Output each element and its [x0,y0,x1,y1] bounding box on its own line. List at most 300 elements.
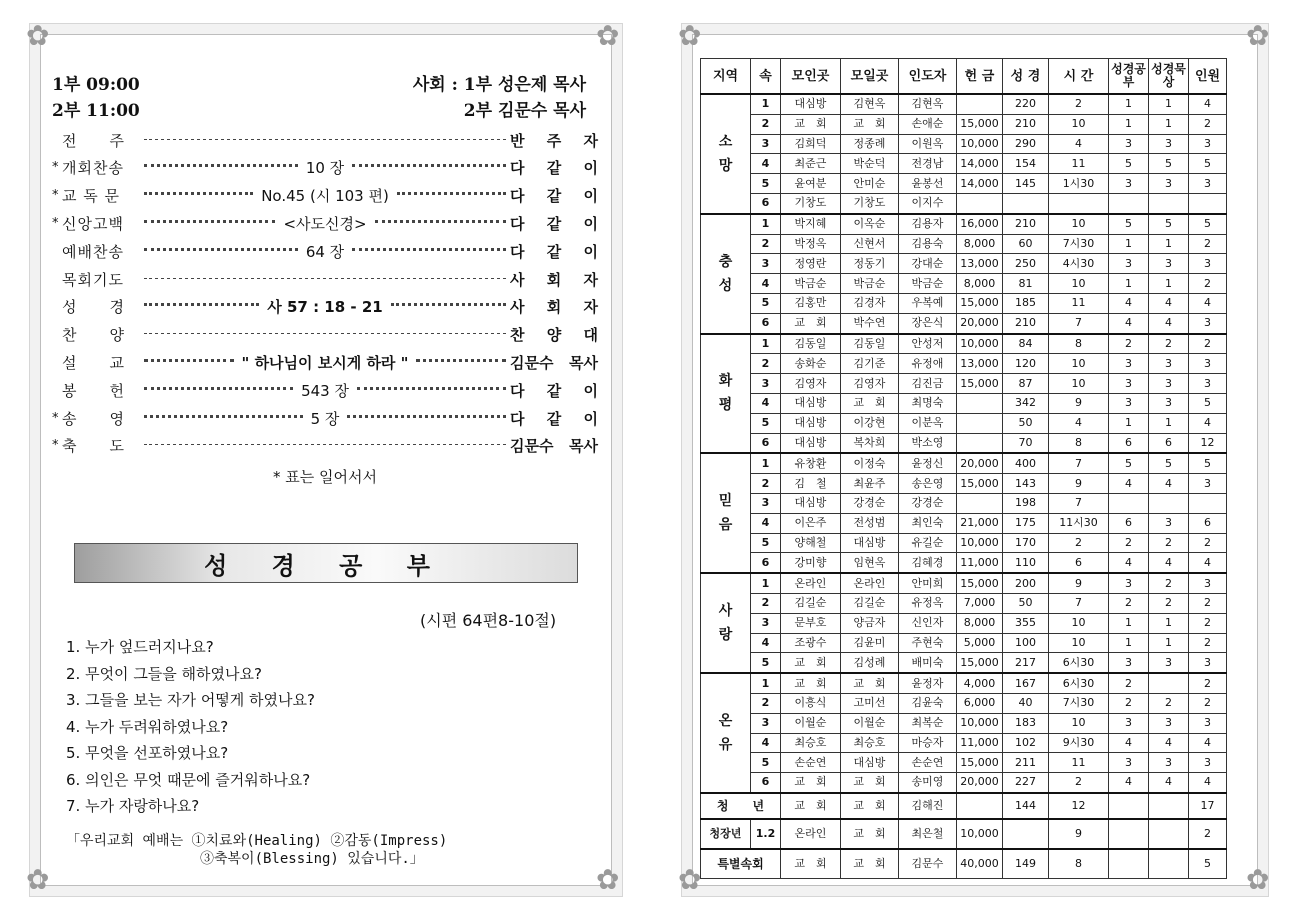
table-cell: 12 [1189,433,1227,453]
attendance-table [700,58,1227,879]
table-cell: 윤정자 [899,673,957,693]
table-cell: 290 [1003,134,1049,154]
study-reference: (시편 64편8-10절) [420,611,557,630]
table-cell: 14,000 [957,154,1003,174]
table-cell: 355 [1003,613,1049,633]
table-cell: 4 [1109,293,1149,313]
table-cell: 13,000 [957,354,1003,374]
table-cell: 183 [1003,713,1049,733]
table-cell: 교 회 [841,819,899,849]
table-cell: 최인숙 [899,513,957,533]
sok-cell: 2 [751,354,781,374]
service-time-2: 2부 11:00 [52,101,140,121]
table-cell: 11 [1049,154,1109,174]
table-row [701,474,1227,494]
table-cell [1189,193,1227,213]
order-content: 10 장 [305,159,345,178]
table-cell: 윤정신 [899,453,957,473]
table-cell: 3 [1149,393,1189,413]
table-cell: 9 [1049,474,1109,494]
table-cell [1109,793,1149,819]
order-row [52,404,598,432]
table-cell: 7 [1049,493,1109,513]
table-cell: 40,000 [957,849,1003,879]
table-cell: 교 회 [781,849,841,879]
leader-dots [391,303,506,306]
table-cell [1109,819,1149,849]
table-cell: 이원옥 [899,134,957,154]
sok-cell: 1 [751,673,781,693]
order-content: 543 장 [301,381,349,400]
table-cell: 3 [1149,374,1189,394]
table-cell: 1 [1109,633,1149,653]
table-cell: 최윤주 [841,474,899,494]
table-cell: 1 [1109,114,1149,134]
table-cell: 교 회 [841,793,899,819]
table-cell: 170 [1003,533,1049,553]
table-cell: 교 회 [841,773,899,793]
table-cell: 4 [1049,413,1109,433]
table-cell: 윤봉선 [899,174,957,194]
table-cell: 3 [1109,134,1149,154]
table-cell: 4 [1149,313,1189,333]
table-cell: 이흥식 [781,693,841,713]
table-cell: 김용자 [899,214,957,234]
table-row [701,753,1227,773]
table-cell: 50 [1003,413,1049,433]
table-cell: 7,000 [957,593,1003,613]
table-cell: 유길순 [899,533,957,553]
table-cell: 15,000 [957,474,1003,494]
table-row [701,114,1227,134]
table-cell: 교 회 [781,793,841,819]
sok-cell: 6 [751,193,781,213]
table-cell: 6시30 [1049,673,1109,693]
table-cell: 17 [1189,793,1227,819]
table-row [701,154,1227,174]
table-cell: 5 [1149,453,1189,473]
table-cell: 13,000 [957,254,1003,274]
table-cell: 박정옥 [781,234,841,254]
table-cell: 이지수 [899,193,957,213]
table-cell: 유창환 [781,453,841,473]
table-cell: 9 [1049,393,1109,413]
table-cell: 3 [1149,513,1189,533]
table-cell: 15,000 [957,374,1003,394]
table-header-cell: 성경공부 [1109,59,1149,95]
flower-icon: ✿ [596,863,620,896]
table-cell: 4 [1189,553,1227,573]
table-cell: 최복순 [899,713,957,733]
order-content: No.45 (시 103 편) [261,187,389,206]
region-cell: 믿 음 [701,453,751,573]
table-cell: 박지혜 [781,214,841,234]
order-middle [140,213,510,234]
table-cell: 대심방 [781,94,841,114]
table-cell: 211 [1003,753,1049,773]
table-cell: 김경자 [841,293,899,313]
table-cell: 배미숙 [899,653,957,673]
sok-cell: 4 [751,154,781,174]
order-label: 성 경 [62,298,125,317]
order-label: 전 주 [62,131,125,150]
leader-dots [144,278,506,279]
table-cell: 220 [1003,94,1049,114]
table-cell: 40 [1003,693,1049,713]
table-cell: 교 회 [781,653,841,673]
sok-cell: 2 [751,593,781,613]
order-middle [140,157,510,178]
sok-cell: 5 [751,413,781,433]
table-cell: 7시30 [1049,234,1109,254]
table-cell: 조광수 [781,633,841,653]
table-cell: 4 [1189,293,1227,313]
table-cell: 교 회 [841,673,899,693]
table-cell: 7 [1049,313,1109,333]
table-cell: 10 [1049,274,1109,294]
leader-dots [144,248,298,251]
table-cell: 5 [1189,214,1227,234]
table-row [701,174,1227,194]
order-middle [140,241,510,262]
table-cell: 2 [1189,593,1227,613]
table-cell: 김해진 [899,793,957,819]
table-cell: 박금순 [841,274,899,294]
table-cell [957,493,1003,513]
table-cell: 3 [1189,713,1227,733]
study-title: 성 경 공 부 [204,551,448,580]
table-cell: 217 [1003,653,1049,673]
order-leader: 다 같 이 [510,214,598,233]
table-cell: 1 [1149,613,1189,633]
table-cell: 4 [1189,733,1227,753]
sok-cell: 1 [751,214,781,234]
table-cell: 이정숙 [841,453,899,473]
order-leader: 다 같 이 [510,409,598,428]
sok-cell: 3 [751,254,781,274]
table-row [701,633,1227,653]
table-row [701,274,1227,294]
leader-dots [144,333,506,334]
study-question: 5. 무엇을 선포하였나요? [66,744,229,762]
table-cell: 2 [1189,673,1227,693]
table-cell: 김현옥 [841,94,899,114]
sok-cell: 5 [751,753,781,773]
table-cell: 김홍만 [781,293,841,313]
leader-dots [144,220,275,223]
table-row [701,673,1227,693]
table-cell: 8 [1049,849,1109,879]
table-cell: 15,000 [957,293,1003,313]
table-cell: 김성례 [841,653,899,673]
table-cell: 교 회 [841,393,899,413]
region-cell: 온 유 [701,673,751,793]
table-cell: 기창도 [781,193,841,213]
table-cell: 8,000 [957,234,1003,254]
order-row [52,321,598,349]
sok-cell: 3 [751,493,781,513]
sok-cell: 1 [751,573,781,593]
table-cell: 7 [1049,453,1109,473]
table-cell: 20,000 [957,453,1003,473]
table-cell: 81 [1003,274,1049,294]
table-cell: 198 [1003,493,1049,513]
service-time-1: 1부 09:00 [52,75,140,95]
table-cell: 안성저 [899,334,957,354]
table-cell: 박금순 [899,274,957,294]
table-cell: 김희덕 [781,134,841,154]
sok-cell: 4 [751,513,781,533]
order-middle [140,444,510,447]
table-cell: 9 [1049,819,1109,849]
sok-cell: 2 [751,693,781,713]
sok-cell: 5 [751,653,781,673]
table-cell: 11시30 [1049,513,1109,533]
table-cell: 손순연 [781,753,841,773]
table-cell: 4 [1189,94,1227,114]
table-cell: 2 [1149,573,1189,593]
table-cell: 6 [1189,513,1227,533]
table-cell: 1 [1109,613,1149,633]
order-leader: 다 같 이 [510,159,598,178]
table-row [701,313,1227,333]
table-cell: 11,000 [957,553,1003,573]
table-cell: 박금순 [781,274,841,294]
table-cell: 4 [1189,413,1227,433]
order-content: 사 57 : 18 - 21 [267,298,383,317]
table-cell: 144 [1003,793,1049,819]
sok-cell: 2 [751,114,781,134]
table-row [701,193,1227,213]
order-label: 목회기도 [62,270,124,289]
study-question: 6. 의인은 무엇 때문에 즐거워하나요? [66,770,311,789]
table-row [701,793,1227,819]
table-cell: 장은식 [899,313,957,333]
table-cell: 102 [1003,733,1049,753]
table-cell: 최은철 [899,819,957,849]
table-cell: 이강현 [841,413,899,433]
table-cell: 4 [1109,313,1149,333]
table-row [701,374,1227,394]
table-cell: 김혜경 [899,553,957,573]
table-cell: 3 [1149,713,1189,733]
table-cell: 3 [1189,374,1227,394]
table-cell: 3 [1109,174,1149,194]
table-header-cell: 지역 [701,59,751,95]
table-cell: 5,000 [957,633,1003,653]
table-cell: 167 [1003,673,1049,693]
table-cell: 4 [1149,474,1189,494]
order-row [52,126,598,154]
table-cell: 정영란 [781,254,841,274]
order-leader: 김문수 목사 [510,353,598,372]
order-row [52,293,598,321]
table-cell: 2 [1109,593,1149,613]
stand-marker: * [52,410,59,426]
stand-note: * 표는 일어서서 [273,468,377,486]
table-cell: 강미향 [781,553,841,573]
table-cell: 20,000 [957,313,1003,333]
order-leader: 다 같 이 [510,381,598,400]
table-cell: 154 [1003,154,1049,174]
flower-icon: ✿ [26,863,50,896]
table-cell: 강경순 [899,493,957,513]
stand-marker: * [52,188,59,204]
table-row [701,354,1227,374]
table-cell: 1 [1109,94,1149,114]
table-cell: 2 [1189,633,1227,653]
table-cell: 김길순 [781,593,841,613]
sok-cell: 1 [751,334,781,354]
table-cell: 안미순 [841,174,899,194]
order-label: 설 교 [62,353,125,372]
sok-cell: 4 [751,274,781,294]
table-cell: 3 [1109,354,1149,374]
leader-dots [357,387,506,390]
table-cell: 김윤미 [841,633,899,653]
table-cell: 최승호 [781,733,841,753]
region-cell: 사 랑 [701,573,751,673]
sok-cell: 6 [751,313,781,333]
table-cell: 3 [1189,174,1227,194]
order-row [52,182,598,210]
table-row [701,453,1227,473]
table-header-cell: 속 [751,59,781,95]
table-cell: 이월순 [781,713,841,733]
table-row [701,653,1227,673]
table-cell: 1 [1149,633,1189,653]
table-cell: 3 [1109,713,1149,733]
order-middle [140,333,510,336]
leader-dots [144,303,259,306]
table-cell: 3 [1189,474,1227,494]
table-header-cell: 인도자 [899,59,957,95]
table-cell [1149,673,1189,693]
table-cell: 송미영 [899,773,957,793]
table-cell: 김 철 [781,474,841,494]
table-cell: 2 [1149,693,1189,713]
table-cell: 6 [1109,433,1149,453]
table-row [701,493,1227,513]
order-leader: 반 주 자 [510,131,598,150]
table-cell: 김기준 [841,354,899,374]
table-cell [1149,493,1189,513]
table-cell: 2 [1189,533,1227,553]
table-cell: 5 [1189,453,1227,473]
table-row [701,433,1227,453]
table-header-cell: 성경묵상 [1149,59,1189,95]
table-row [701,819,1227,849]
flower-icon: ✿ [1246,863,1270,896]
table-cell: 교 회 [841,849,899,879]
table-cell: 11,000 [957,733,1003,753]
table-cell: 교 회 [781,313,841,333]
table-cell: 교 회 [781,773,841,793]
table-cell: 강경순 [841,493,899,513]
table-cell: 교 회 [841,114,899,134]
sok-cell: 2 [751,474,781,494]
table-cell: 3 [1149,254,1189,274]
table-cell: 온라인 [841,573,899,593]
table-cell: 4 [1109,474,1149,494]
order-leader: 사 회 자 [510,270,598,289]
leader-dots [144,192,253,195]
table-cell: 김진금 [899,374,957,394]
leader-dots [144,415,303,418]
table-cell: 250 [1003,254,1049,274]
table-cell: 3 [1189,134,1227,154]
table-cell: 4 [1149,773,1189,793]
order-middle [140,296,510,317]
table-cell: 이분옥 [899,413,957,433]
table-cell: 3 [1189,313,1227,333]
table-cell: 교 회 [781,114,841,134]
table-cell [957,413,1003,433]
table-cell: 10,000 [957,134,1003,154]
table-cell: 5 [1109,154,1149,174]
table-cell: 200 [1003,573,1049,593]
table-row [701,94,1227,114]
service-host-2: 2부 김문수 목사 [463,101,586,121]
table-cell: 복차희 [841,433,899,453]
table-cell: 185 [1003,293,1049,313]
order-row [52,209,598,237]
footer-motto-line1: 「우리교회 예배는 ①치료와(Healing) ②감동(Impress) [66,833,448,849]
table-cell: 84 [1003,334,1049,354]
table-cell: 87 [1003,374,1049,394]
sok-cell: 4 [751,393,781,413]
table-row [701,613,1227,633]
table-cell: 2 [1189,693,1227,713]
table-cell: 김문수 [899,849,957,879]
table-cell: 온라인 [781,819,841,849]
table-cell: 3 [1149,653,1189,673]
table-cell: 신인자 [899,613,957,633]
table-cell: 4 [1149,553,1189,573]
table-cell: 3 [1149,174,1189,194]
table-cell: 양해철 [781,533,841,553]
table-cell: 임현옥 [841,553,899,573]
table-cell: 342 [1003,393,1049,413]
table-cell: 5 [1189,154,1227,174]
table-cell: 최준근 [781,154,841,174]
table-cell: 15,000 [957,653,1003,673]
table-cell: 강대순 [899,254,957,274]
order-row [52,376,598,404]
table-cell: 이월순 [841,713,899,733]
table-cell: 5 [1149,154,1189,174]
leader-dots [416,359,506,362]
table-cell: 2 [1109,533,1149,553]
table-row [701,134,1227,154]
order-content: <사도신경> [283,214,367,233]
order-middle [140,185,510,206]
table-cell: 60 [1003,234,1049,254]
table-cell: 210 [1003,313,1049,333]
table-row [701,693,1227,713]
sok-cell: 6 [751,553,781,573]
leader-dots [352,248,506,251]
table-row [701,413,1227,433]
table-cell: 3 [1189,753,1227,773]
table-row [701,713,1227,733]
table-cell: 대심방 [781,413,841,433]
leader-dots [347,415,506,418]
table-cell: 전경남 [899,154,957,174]
table-cell: 대심방 [781,393,841,413]
table-cell: 149 [1003,849,1049,879]
table-cell: 100 [1003,633,1049,653]
